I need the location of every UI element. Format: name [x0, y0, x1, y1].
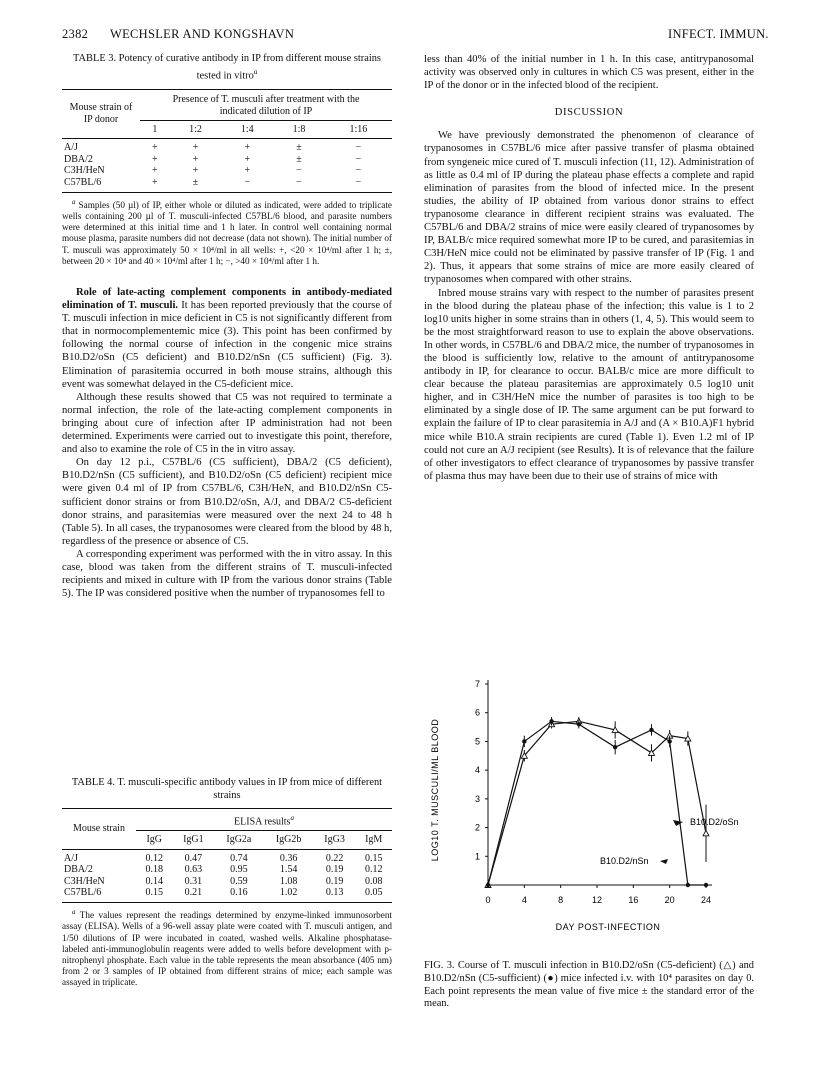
table3-value-cell: +: [192, 165, 199, 177]
series-label-nSn: B10.D2/nSn: [600, 856, 649, 866]
paragraph: We have previously demonstrated the phenomenon of clearance of trypanosomes in C57BL/6 mice after passive transfer of plasma obtained from syngeneic mice cured of T. musculi infection (11, 12). Administration of as little as 0.4 ml of IP during the plateau phase effects a complete and rapid elimination of parasites from the blood of infected mice. In the present studies, the ability of IP obtained from various donor strains to effect trypanosome clearance in different recipient strains was evaluated. The C57BL/6 and DBA/2 strains of mice were easily cleared of trypanosomes by IP, BALB/c mice required somewhat more IP to be cured, and parasitemias in C3H/HeN mice could not be eliminated by passive transfer of IP (Fig. 1 and 2). Thus, it appears that some strains of mice are more easily cleared of trypanosomes when compared with other strains.: [424, 130, 754, 286]
table4-value-cell: 1.08: [279, 875, 298, 887]
table4-column-header: IgM: [365, 834, 383, 846]
table3-value-cell: +: [192, 153, 199, 165]
table4-grid: [62, 808, 392, 899]
table4-value-cell: 0.22: [325, 852, 344, 864]
table4-value-cell: 0.18: [145, 864, 163, 876]
table4-value-cell: 0.59: [230, 875, 248, 887]
series-line-B10.D2/oSn: [488, 721, 706, 885]
table3-value-cell: +: [152, 177, 158, 189]
table3-value-cell: ±: [296, 153, 302, 165]
page-number: 2382: [62, 27, 89, 41]
table4-value-cell: 0.15: [364, 852, 383, 864]
y-axis-label: LOG10 T. MUSCULI/ML BLOOD: [430, 718, 440, 862]
table4-group-header: ELISA results$^a$: [234, 814, 294, 828]
y-tick-label: 3: [474, 793, 480, 804]
table4-value-cell: 0.74: [230, 852, 248, 864]
figure-3-chart: [424, 640, 764, 940]
left-column-text: [62, 286, 392, 600]
run-in-heading: Role of late-acting complement components in antibody-mediated elimination of T. musculi.: [62, 287, 392, 312]
table3-value-cell: +: [244, 153, 251, 165]
table4-column-header: IgG1: [183, 834, 204, 846]
data-point-circle: [667, 739, 671, 743]
table4-strain-cell: DBA/2: [64, 864, 93, 876]
x-tick-label: 16: [628, 895, 639, 905]
table-row: [62, 139, 392, 154]
y-tick-label: 7: [474, 679, 480, 689]
table-row: [62, 876, 392, 888]
table4-value-cell: 0.14: [145, 875, 163, 887]
paragraph: less than 40% of the initial number in 1 h. In this case, antitrypanosomal activity was observed only in cultures in which C5 was present, either in the IP of the donor or in the infected blood of the recipient.: [424, 54, 754, 92]
x-tick-label: 8: [558, 895, 564, 905]
table4-value-cell: 0.16: [230, 887, 248, 899]
table4-value-cell: 0.13: [325, 887, 344, 899]
paragraph: On day 12 p.i., C57BL/6 (C5 sufficient), DBA/2 (C5 deficient), B10.D2/nSn (C5 sufficient), and B10.D2/oSn (C5 deficient) recipient mice were given 0.4 ml of IP from C57BL/6, C3H/HeN, and B10.D2/nSn C5-sufficient donor strains or from B10.D2/oSn, A/J, and DBA/2 C5-deficient donor strains, and parasitemias were measured over the next 24 to 48 h (Table 5). In all cases, the trypanosomes were cleared from the blood by 48 h, regardless of the presence or absence of C5.: [62, 457, 392, 547]
table3-value-cell: −: [355, 142, 362, 154]
table4-value-cell: 0.95: [230, 864, 248, 876]
table3-value-cell: −: [355, 153, 362, 165]
table3-dilution-header: 1:2: [189, 123, 202, 135]
table-row: [62, 154, 392, 166]
x-tick-label: 4: [521, 895, 527, 905]
table3-value-cell: −: [296, 177, 302, 189]
table4-value-cell: 0.12: [364, 864, 383, 876]
table3-footnote: $^a$ Samples (50 µl) of IP, either whole or diluted as indicated, were added to triplicate wells containing 200 µl of T. musculi-infected C57BL/6 blood, and parasite numbers were determined at this initial time and 1 h later. In control well containing normal mouse plasma, parasite numbers did not decrease (data not shown). The initial number of T. musculi was approximately 50 × 10⁴/ml in all wells: +, <20 × 10⁴/ml after 1 h; ±, between 20 × 10⁴ and 40 × 10⁴/ml after 1 h; −, >40 × 10⁴/ml after 1 h.: [62, 197, 392, 266]
table3-value-cell: +: [244, 142, 251, 154]
table3-dilution-header: 1:8: [292, 123, 306, 135]
table4-row-header: Mouse strain: [62, 809, 136, 850]
data-point-circle: [486, 883, 490, 887]
figure-3-caption: FIG. 3. Course of T. musculi infection in B10.D2/oSn (C5-deficient) (△) and B10.D2/nSn (C5-sufficient) (●) mice infected i.v. with 10⁴ parasites on day 0. Each point represents the mean value of five mice ± the standard error of the mean.: [424, 960, 754, 1010]
y-tick-label: 6: [474, 707, 480, 718]
table4-value-cell: 0.19: [325, 864, 344, 876]
paragraph: Although these results showed that C5 was not required to terminate a normal infection, the role of the late-acting complement components in bringing about cure of infection after IP administration had not been determined. Experiments were carried out to investigate this point, therefore, and also to examine the role of C5 in the in vitro assay.: [62, 391, 392, 456]
table3-value-cell: ±: [296, 142, 302, 154]
table3-value-cell: −: [355, 177, 362, 189]
table4-value-cell: 0.63: [184, 864, 203, 876]
table3-strain-cell: C3H/HeN: [64, 165, 105, 177]
table4-value-cell: 0.15: [145, 887, 163, 899]
table3-dilution-header: 1:16: [349, 123, 368, 135]
table3-group-header: Presence of T. musculi after treatment with the indicated dilution of IP: [172, 93, 360, 117]
series-label-oSn: B10.D2/oSn: [690, 817, 739, 827]
table4-caption: TABLE 4. T. musculi-specific antibody values in IP from mice of different strains: [71, 777, 383, 801]
y-tick-label: 5: [474, 736, 480, 747]
table-row: [62, 177, 392, 189]
arrow-nSn-icon: [660, 859, 668, 864]
x-tick-label: 20: [664, 895, 675, 905]
paragraph: Inbred mouse strains vary with respect to the number of parasites present in the blood during the plateau phase of the infection; this value is 1 to 2 log10 units higher in some strains than in others (1, 4, 5). This would seem to be the most straightforward reason to use to explain the above observations. In other words, in C57BL/6 and DBA/2 mice, the number of trypanosomes in the blood is sufficiently low, relative to the amount of antitrypanosome antibody in IP, for clearance to occur. BALB/c mice are more difficult to clear because the plateau parasitemias are approximately 0.5 log10 unit higher, and in C3H/HeN mice the number of parasites is too high to be eliminated by a single dose of IP. The same argument can be put forward to explain the failure of IP to clear parasitemia in A/J and (A × B10.A)F1 hybrid mice while B10.A strain recipients are cured (Table 1). Even 1.2 ml of IP could not cure an A/J recipient (see Results). It is of relevance that the failure of other investigators to effect clearance of trypanosomes by passive transfer of plasma thus may have been due to their use of strains of mice with: [424, 287, 754, 482]
table4-strain-cell: C57BL/6: [64, 887, 102, 899]
y-tick-label: 2: [474, 822, 480, 833]
table-row: [62, 864, 392, 876]
table3-value-cell: −: [355, 165, 362, 177]
data-point-circle: [613, 745, 617, 749]
paragraph-complement: Role of late-acting complement components in antibody-mediated elimination of T. musculi. It has been reported previously that the course of T. musculi infection in mice deficient in C5 is not significantly different from that in normocomplementemic mice (3). This point has been confirmed by following the normal course of infection in the congenic mice strains B10.D2/oSn (C5 deficient) and B10.D2/nSn (C5 sufficient) (Fig. 3). Elimination of parasitemia occurred in both mouse strains, although this event was somewhat delayed in the C5-deficient mice.: [62, 287, 392, 390]
series-line-B10.D2/nSn: [488, 721, 706, 885]
table3-value-cell: +: [152, 142, 158, 154]
table3-dilution-header: 1:4: [240, 123, 254, 135]
paragraph: A corresponding experiment was performed with the in vitro assay. In this case, blood was taken from the different strains of T. musculi-infected recipients and mixed in culture with IP from the various donor strains (Table 5). The IP was considered positive when the number of trypanosomes fell to: [62, 548, 392, 600]
table3-row-header: Mouse strain of IP donor: [62, 89, 140, 139]
table-row: [62, 165, 392, 177]
table3-strain-cell: A/J: [64, 142, 78, 154]
x-tick-label: 12: [591, 895, 603, 905]
running-authors: WECHSLER AND KONGSHAVN: [110, 27, 295, 41]
table3-caption: TABLE 3. Potency of curative antibody in IP from different mouse strains tested in vitro$^a$: [73, 53, 381, 82]
discussion-heading: DISCUSSION: [554, 107, 624, 119]
table4-column-header: IgG3: [324, 834, 345, 846]
table3-value-cell: +: [152, 165, 158, 177]
data-point-circle: [577, 722, 581, 726]
table3: [62, 53, 392, 267]
table4-column-header: IgG2a: [226, 834, 252, 846]
data-point-circle: [649, 728, 653, 732]
table4-value-cell: 0.47: [184, 852, 203, 864]
y-tick-label: 1: [474, 851, 480, 862]
table-row: [62, 887, 392, 899]
table3-dilution-header: 1: [152, 123, 158, 135]
y-tick-label: 4: [474, 765, 480, 776]
table3-value-cell: +: [192, 142, 199, 154]
data-point-circle: [704, 883, 708, 887]
table4-value-cell: 0.31: [184, 875, 203, 887]
table4-strain-cell: A/J: [64, 852, 78, 864]
x-tick-label: 0: [485, 895, 491, 905]
table3-value-cell: −: [244, 177, 251, 189]
data-point-triangle: [703, 830, 709, 836]
running-journal: INFECT. IMMUN.: [668, 27, 769, 41]
x-tick-label: 24: [700, 895, 712, 905]
table-row: [62, 849, 392, 864]
data-point-circle: [549, 719, 553, 723]
table4-value-cell: 0.36: [279, 852, 298, 864]
table3-value-cell: ±: [192, 177, 199, 189]
table4-value-cell: 0.05: [364, 887, 383, 899]
table3-strain-cell: DBA/2: [64, 153, 93, 165]
table4-strain-cell: C3H/HeN: [64, 875, 105, 887]
table3-strain-cell: C57BL/6: [64, 177, 102, 189]
table3-grid: [62, 89, 392, 189]
table3-value-cell: +: [244, 165, 251, 177]
table4-value-cell: 1.02: [279, 887, 298, 899]
table3-value-cell: +: [152, 153, 158, 165]
table4-value-cell: 0.12: [145, 852, 163, 864]
data-point-circle: [522, 739, 526, 743]
data-point-circle: [686, 883, 690, 887]
table4-value-cell: 0.19: [325, 875, 344, 887]
table4-column-header: IgG: [146, 834, 163, 846]
table4-value-cell: 0.21: [184, 887, 203, 899]
table4-value-cell: 1.54: [279, 864, 298, 876]
table4: [62, 777, 392, 989]
table4-value-cell: 0.08: [364, 875, 383, 887]
table4-footnote: $^a$ The values represent the readings determined by enzyme-linked immunosorbent assay (ELISA). Wells of a 96-well assay plate were coated with T. musculi antigen, and 1/50 dilutions of IP were incubated in coated, washed wells. Alkaline phosphatase-labeled anti-immunoglobulin reagents were added to wells before development with p-nitrophenyl phosphate. Each value in the table represents the mean absorbance (405 nm) from 2 or 3 samples of IP obtained from different strains of mice; each sample was assayed in triplicate.: [62, 908, 392, 988]
table3-value-cell: −: [296, 165, 302, 177]
x-axis-label: DAY POST-INFECTION: [555, 922, 661, 932]
right-column-text: [424, 53, 754, 483]
table4-column-header: IgG2b: [275, 834, 302, 846]
arrow-oSn-icon: [673, 820, 683, 826]
